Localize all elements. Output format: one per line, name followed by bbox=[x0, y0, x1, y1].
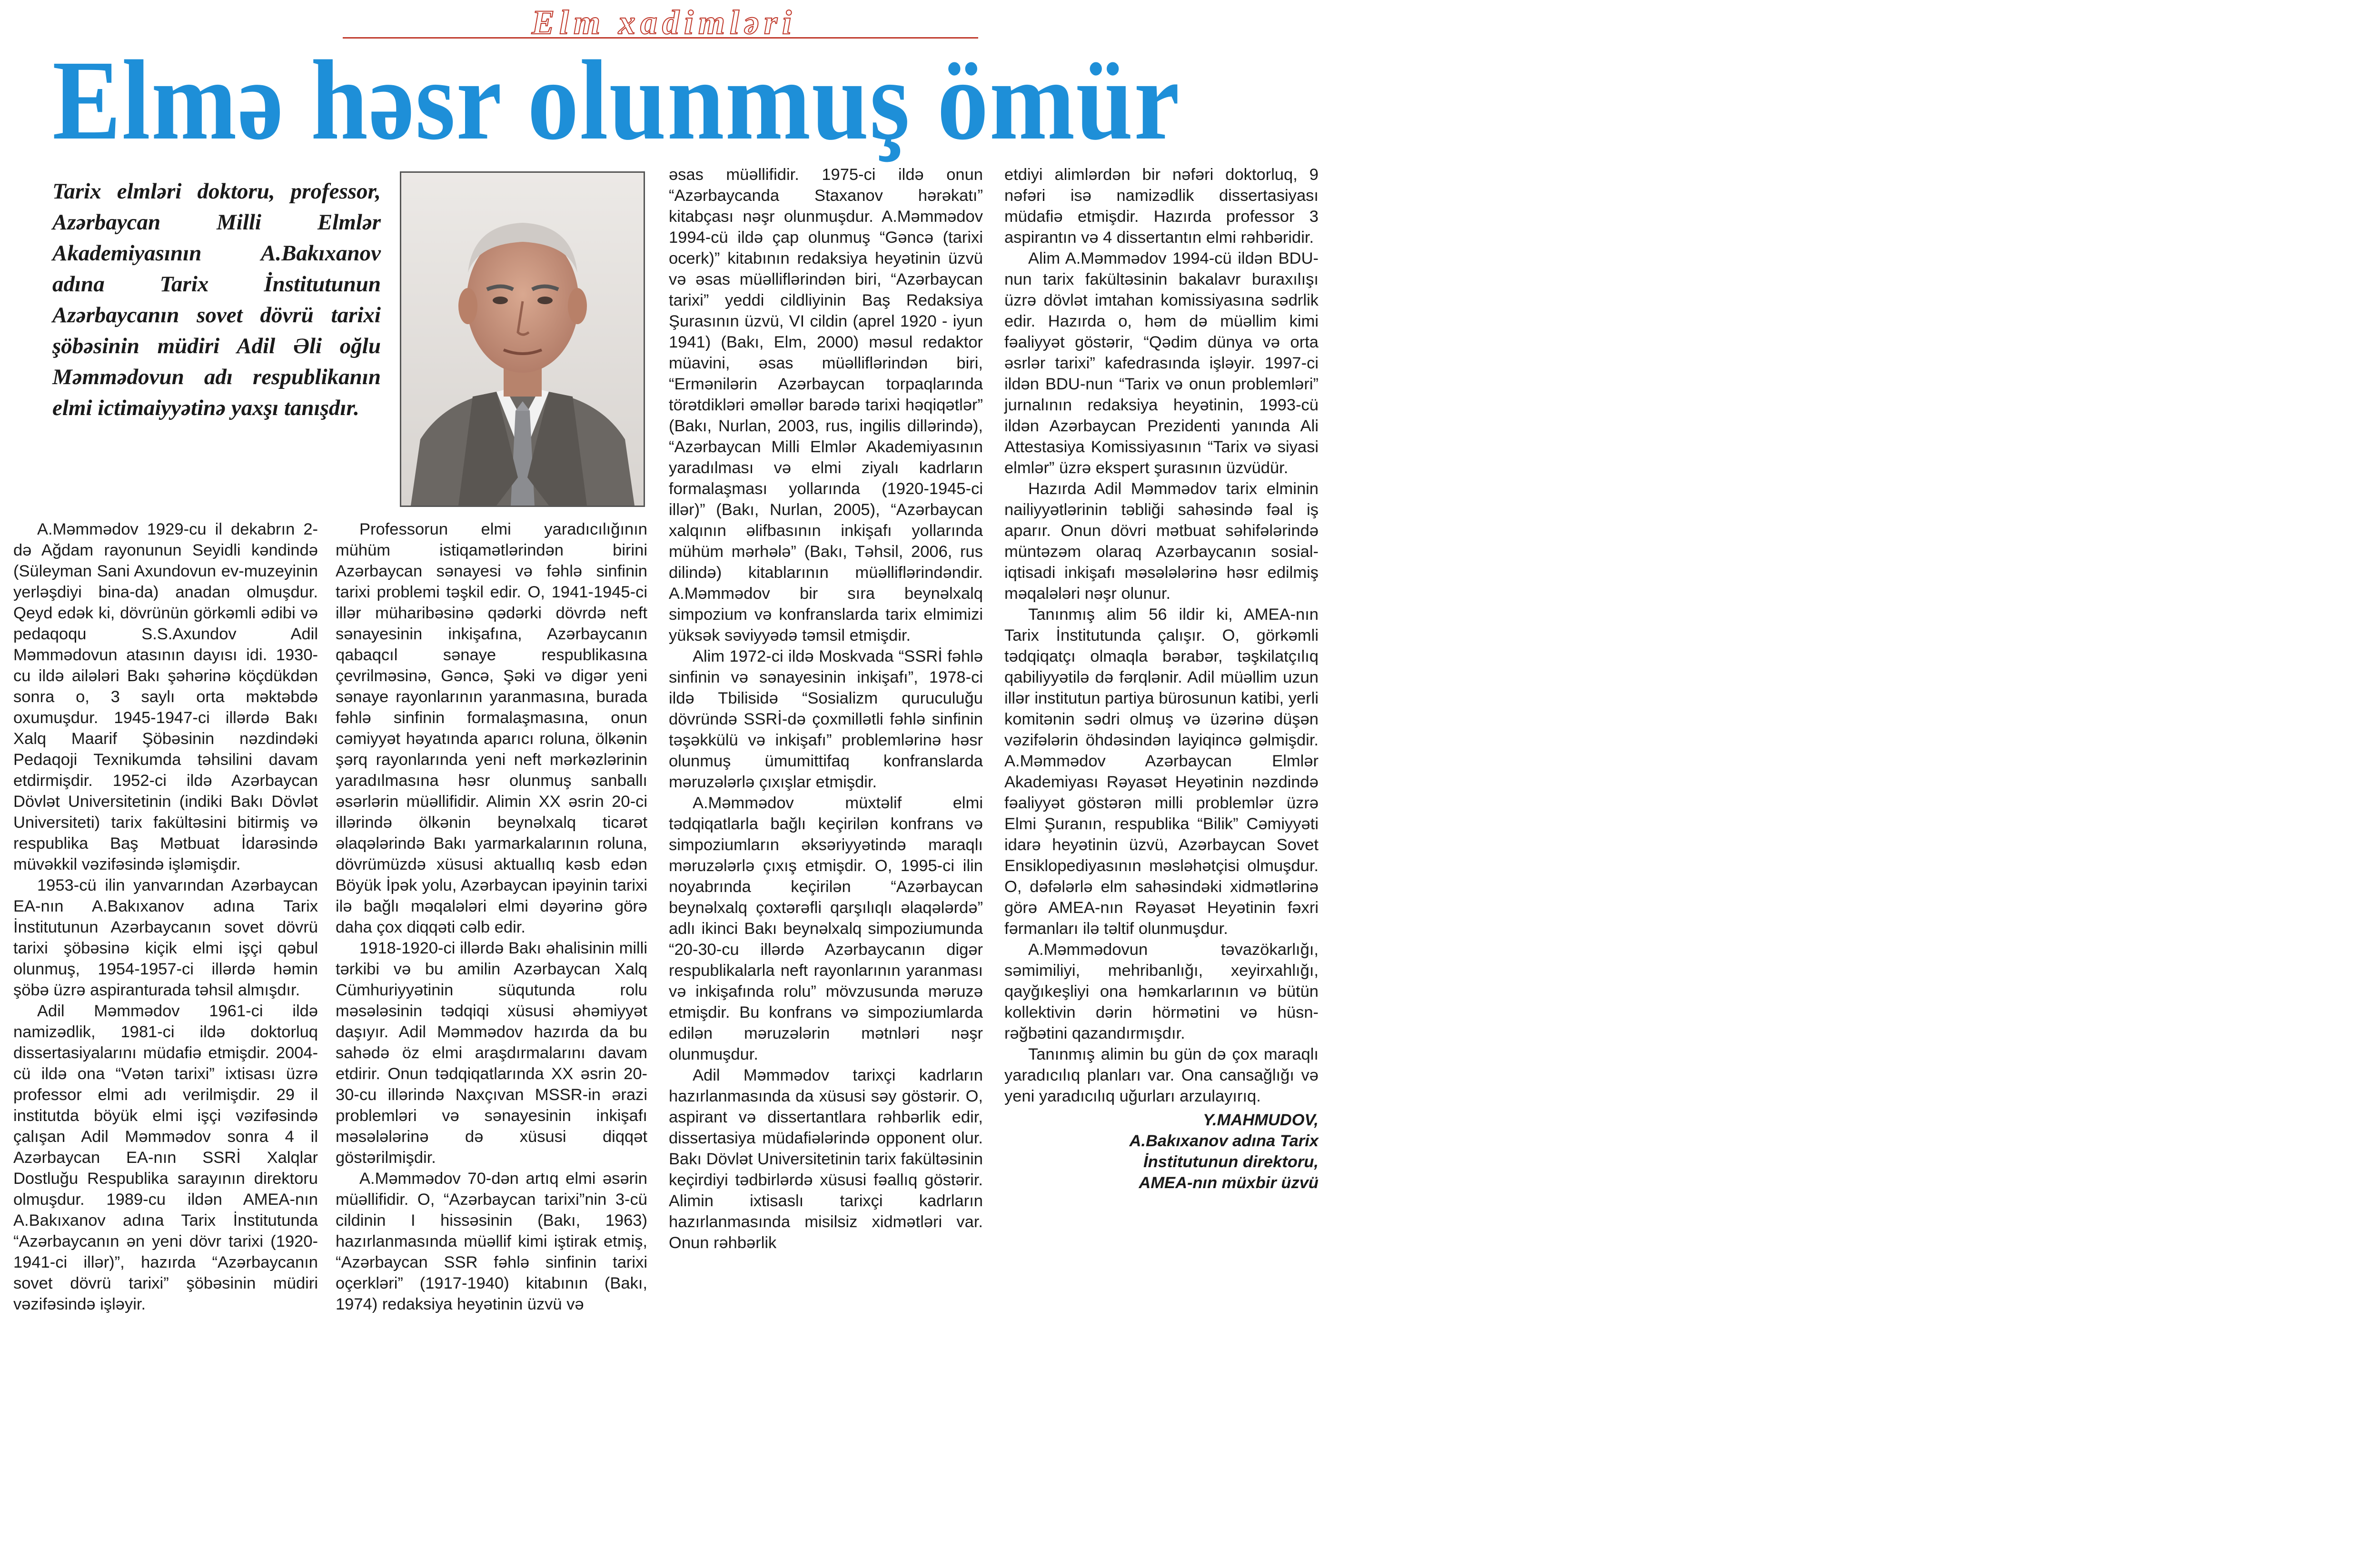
article-headline: Elmə həsr olunmuş ömür bbox=[52, 37, 1180, 163]
author-title-line: İnstitutunun direktoru, bbox=[1143, 1153, 1319, 1171]
section-rubric: Elm xadimləri bbox=[531, 3, 797, 41]
paragraph: Tanınmış alim 56 ildir ki, AMEA-nın Tarix İnstitutunda çalışır. O, görkəmli tədqiqatçı olmaqla bərabər, təşkilatçılıq qabiliyyətilə də fərqlənir. Adil müəllim uzun illər institutun partiya bürosunun katibi, yerli komitənin sədri olmuş və üzərinə düşən vəzifələrin öhdəsindən layiqincə gəlmişdir. A.Məmmədov Azərbaycan Elmlər Akademiyası Rəyasət Heyətinin nəzdində fəaliyyət göstərən milli problemlər üzrə Elmi Şuranın, respublika “Bilik” Cəmiyyəti idarə heyətinin üzvü, Azərbaycan Sovet Ensiklopediyasının məsləhətçisi olmuşdur. O, dəfələrlə elm sahəsindəki xidmətlərinə görə AMEA-nın Rəyasət Heyətinin fəxri fərmanları ilə təltif olunmuşdur. bbox=[1004, 605, 1319, 938]
paragraph: Adil Məmmədov 1961-ci ildə namizədlik, 1981-ci ildə doktorluq dissertasiyalarını müdafiə etmişdir. 2004-cü ildə ona “Vətən tarixi” ixtisası üzrə professor elmi adı verilmişdir. 29 il institutda böyük elmi işçi vəzifəsində çalışan Adil Məmmədov sonra 4 il Azərbaycan EA-nın SSRİ Xalqlar Dostluğu Respublika sarayının direktoru olmuşdur. 1989-cu ildən AMEA-nın A.Bakıxanov adına Tarix İnstitutunda “Azərbaycanın ən yeni dövr tarixi (1920-1941-ci illər)”, hazırda “Azərbaycanın sovet dövrü tarixi” şöbəsinin müdiri vəzifəsində işləyir. bbox=[13, 1002, 318, 1313]
author-signature bbox=[1004, 1110, 1319, 1193]
article-column-3 bbox=[669, 164, 983, 1253]
article-lead: Tarix elmləri doktoru, professor, Azərbaycan Milli Elmlər Akademiyasının A.Bakıxanov adına Tarix İnstitutunun Azərbaycanın sovet dövrü tarixi şöbəsinin müdiri Adil Əli oğlu Məmmədovun adı respublikanın elmi ictimaiyyətinə yaxşı tanışdır. bbox=[52, 179, 381, 420]
paragraph: A.Məmmədovun təvazökarlığı, səmimiliyi, mehribanlığı, xeyirxahlığı, qayğıkeşliyi ona həmkarlarının və bütün kollektivin dərin hörmətini və hüsn-rəğbətini qazandırmışdır. bbox=[1004, 941, 1319, 1042]
paragraph: A.Məmmədov 70-dən artıq elmi əsərin müəllifidir. O, “Azərbaycan tarixi”nin 3-cü cildinin I hissəsinin (Bakı, 1963) hazırlanmasında müəllif kimi iştirak etmiş, “Azərbaycan SSR fəhlə sinfinin tarixi oçerkləri” (1917-1940) kitabının (Bakı, 1974) redaksiya heyətinin üzvü və bbox=[336, 1170, 647, 1313]
article-column-2 bbox=[336, 519, 647, 1315]
paragraph: Adil Məmmədov tarixçi kadrların hazırlanmasında da xüsusi səy göstərir. O, aspirant və dissertantlara rəhbərlik edir, dissertasiya müdafiələrində opponent olur. Bakı Dövlət Universitetinin tarix fakültəsinin keçirdiyi tədbirlərdə xüsusi fəallıq göstərir. Alimin ixtisaslı tarixçi kadrların hazırlanmasında misilsiz xidmətləri var. Onun rəhbərlik bbox=[669, 1066, 983, 1252]
article-column-1 bbox=[13, 519, 318, 1315]
paragraph: Professorun elmi yaradıcılığının mühüm istiqamətlərindən birini Azərbaycan sənayesi və fəhlə sinfinin tarixi problemi təşkil edir. O, 1941-1945-ci illər müharibəsinə qədərki dövrdə neft sənayesinin inkişafına, Azərbaycanın qabaqcıl sənaye respublikasına çevrilməsinə, Gəncə, Şəki və digər yeni sənaye rayonlarının yaranmasına, burada fəhlə sinfinin formalaşmasına, onun cəmiyyət həyatında aparıcı roluna, ölkənin şərq rayonlarında yeni neft mərkəzlərinin yaradılmasına həsr olunmuş sanballı əsərlərin müəllifidir. Alimin XX əsrin 20-ci illərində ölkənin beynəlxalq ticarət əlaqələrində Bakı yarmarkalarının roluna, dövrümüzdə xüsusi aktuallıq kəsb edən Böyük İpək yolu, Azərbaycan ipəyinin tarixi ilə bağlı məqalələri elmi dəyərinə görə daha çox diqqəti cəlb edir. bbox=[336, 520, 647, 936]
portrait-illustration bbox=[401, 173, 644, 506]
author-title-line: AMEA-nın müxbir üzvü bbox=[1139, 1174, 1319, 1192]
article-column-4 bbox=[1004, 164, 1319, 1193]
paragraph: Tanınmış alimin bu gün də çox maraqlı yaradıcılıq planları var. Ona cansağlığı və yeni yaradıcılıq uğurları arzulayırıq. bbox=[1004, 1045, 1319, 1105]
author-title-line: A.Bakıxanov adına Tarix bbox=[1129, 1132, 1319, 1150]
author-name: Y.MAHMUDOV, bbox=[1203, 1111, 1319, 1129]
paragraph: əsas müəllifidir. 1975-ci ildə onun “Azərbaycanda Staxanov hərəkatı” kitabçası nəşr olunmuşdur. A.Məmmədov 1994-cü ildə çap olunmuş “Gəncə (tarixi ocerk)” kitabının redaksiya heyətinin üzvü və əsas müəlliflərindən biri, “Azərbaycan tarixi” yeddi cildliyinin Baş Redaksiya Şurasının üzvü, VI cildin (aprel 1920 - iyun 1941) (Bakı, Elm, 2000) məsul redaktor müavini, əsas müəlliflərindən biri, “Ermənilərin Azərbaycan torpaqlarında törətdikləri əməllər barədə tarixi həqiqətlər” (Bakı, Nurlan, 2003, rus, ingilis dillərində), “Azərbaycan Milli Elmlər Akademiyasının yaradılması və elmi ziyalı kadrların formalaşması yollarında (1920-1945-ci illər)” (Bakı, Nurlan, 2005), “Azərbaycan xalqının əlifbasının inkişafı yollarında mühüm mərhələ” (Bakı, Təhsil, 2006, rus dilində) kitablarının müəlliflərindəndir. A.Məmmədov bir sıra beynəlxalq simpozium və konfranslarda tarix elmimizi yüksək səviyyədə təmsil etmişdir. bbox=[669, 166, 983, 645]
paragraph: Alim A.Məmmədov 1994-cü ildən BDU-nun tarix fakültəsinin bakalavr buraxılışı üzrə dövlət imtahan komissiyasına sədrlik edir. Hazırda o, həm də müəllim kimi fəaliyyət göstərir, “Qədim dünya və orta əsrlər tarixi” kafedrasında işləyir. 1997-ci ildən BDU-nun “Tarix və onun problemləri” jurnalının redaksiya heyətinin, 1993-cü ildən Azərbaycan Prezidenti yanında Ali Attestasiya Komissiyasının “Tarix və siyasi elmlər” üzrə ekspert şurasının üzvüdür. bbox=[1004, 249, 1319, 477]
paragraph: Hazırda Adil Məmmədov tarix elminin nailiyyətlərinin təbliği sahəsində fəal iş aparır. Onun dövri mətbuat səhifələrində müntəzəm olaraq Azərbaycanın sosial-iqtisadi inkişafı məsələlərinə həsr edilmiş məqalələri nəşr olunur. bbox=[1004, 480, 1319, 603]
paragraph: etdiyi alimlərdən bir nəfəri doktorluq, 9 nəfəri isə namizədlik dissertasiyası müdafiə etmişdir. Hazırda professor 3 aspirantın və 4 dissertantın elmi rəhbəridir. bbox=[1004, 166, 1319, 247]
portrait-photo bbox=[400, 171, 645, 507]
paragraph: A.Məmmədov 1929-cu il dekabrın 2-də Ağdam rayonunun Seyidli kəndində (Süleyman Sani Axundovun ev-muzeyinin yerləşdiyi bina-da) anadan olmuşdur. Qeyd edək ki, dövrünün görkəmli ədibi və pedaqoqu S.S.Axundov Adil Məmmədovun atasının dayısı idi. 1930-cu ildə ailələri Bakı şəhərinə köçdükdən sonra o, 3 saylı orta məktəbdə oxumuşdur. 1945-1947-ci illərdə Bakı Xalq Maarif Şöbəsinin nəzdindəki Pedaqoji Texnikumda təhsilini davam etdirmişdir. 1952-ci ildə Azərbaycan Dövlət Universitetinin (indiki Bakı Dövlət Universiteti) tarix fakültəsini bitirmiş və respublika Baş Mətbuat İdarəsində müvəkkil vəzifəsində işləmişdir. bbox=[13, 520, 318, 873]
paragraph: Alim 1972-ci ildə Moskvada “SSRİ fəhlə sinfinin və sənayesinin inkişafı”, 1978-ci ildə Tbilisidə “Sosializm quruculuğu dövründə SSRİ-də çoxmillətli fəhlə sinfinin təşəkkülü və inkişafı” problemlərinə həsr olunmuş ümumittifaq konfranslarda məruzələrlə çıxışlar etmişdir. bbox=[669, 647, 983, 791]
paragraph: 1953-cü ilin yanvarından Azərbaycan EA-nın A.Bakıxanov adına Tarix İnstitutunun Azərbaycanın sovet dövrü tarixi şöbəsinə kiçik elmi işçi qəbul olunmuş, 1954-1957-ci illərdə həmin şöbə üzrə aspiranturada təhsil almışdır. bbox=[13, 876, 318, 999]
paragraph: A.Məmmədov müxtəlif elmi tədqiqatlarla bağlı keçirilən konfrans və simpoziumların əksəriyyətində maraqlı məruzələrlə çıxış etmişdir. O, 1995-ci ilin noyabrında keçirilən “Azərbaycan beynəlxalq çoxtərəfli qarşılıqlı əlaqələrdə” adlı ikinci Bakı beynəlxalq simpoziumunda “20-30-cu illərdə Azərbaycanın digər respublikalarla neft rayonlarının yaranması və inkişafında rolu” mövzusunda məruzə etmişdir. Bu konfrans və simpoziumlarda edilən məruzələrin mətnləri nəşr olunmuşdur. bbox=[669, 794, 983, 1063]
paragraph: 1918-1920-ci illərdə Bakı əhalisinin milli tərkibi və bu amilin Azərbaycan Xalq Cümhuriyyətinin süqutunda rolu məsələsinin tədqiqi xüsusi əhəmiyyət daşıyır. Adil Məmmədov hazırda da bu sahədə öz elmi araşdırmalarını davam etdirir. Onun tədqiqatlarında XX əsrin 20-30-cu illərində Naxçıvan MSSR-in ərazi problemləri və sənayesinin inkişafı məsələlərinə də xüsusi diqqət göstərilmişdir. bbox=[336, 939, 647, 1167]
